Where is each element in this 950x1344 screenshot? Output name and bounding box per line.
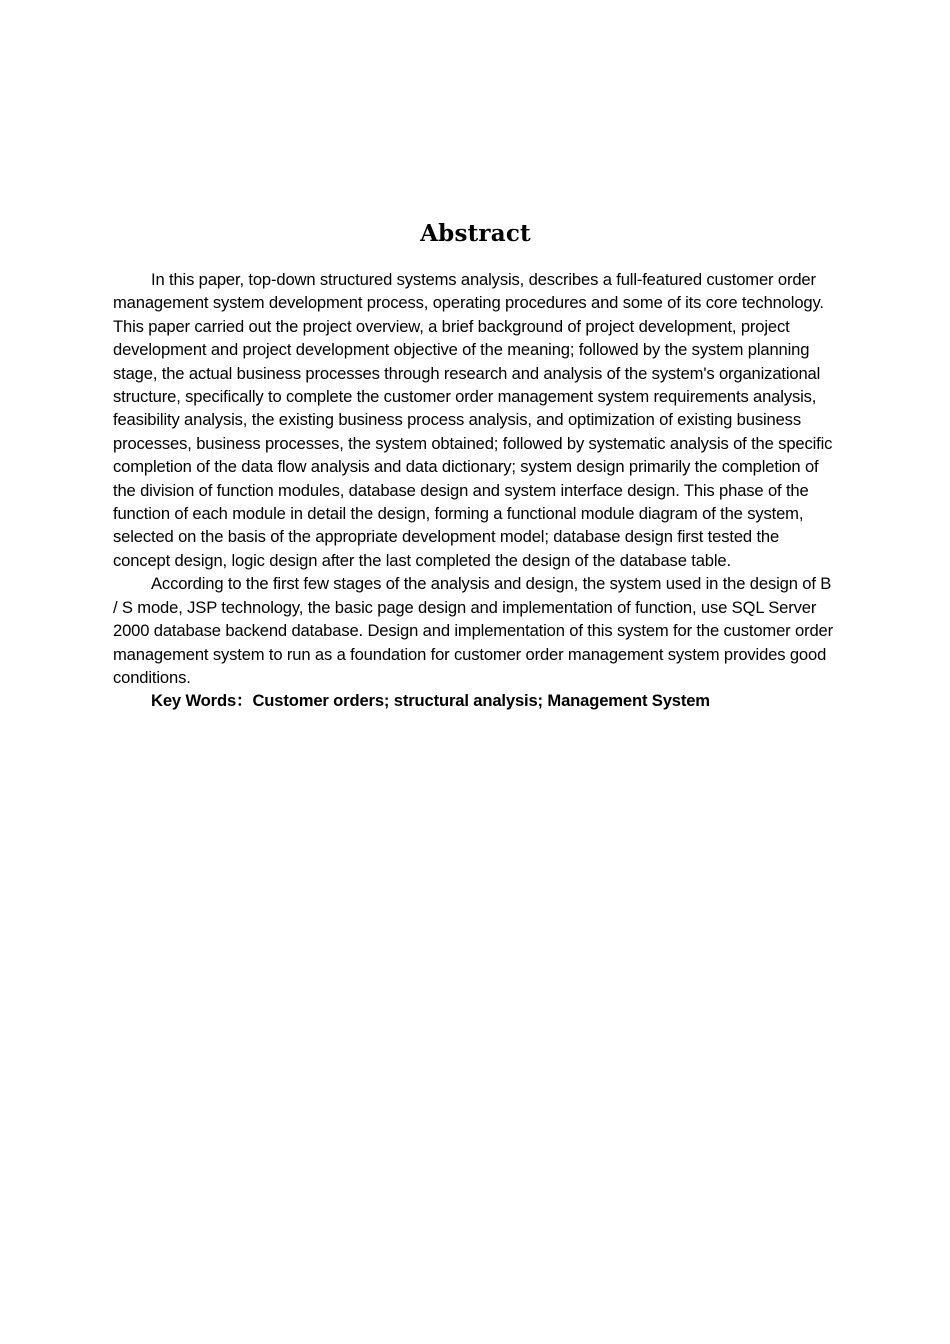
keywords-value: Customer orders; structural analysis; Management System xyxy=(252,691,710,711)
abstract-paragraph-2: According to the first few stages of the analysis and design, the system used in the design of B / S mode, JSP technology, the basic page design and implementation of function, use SQL Server 2000 database backend database. Design and implementation of this system for the customer order management system to run as a foundation for customer order management system provides good conditions. xyxy=(113,574,833,687)
abstract-title: Abstract xyxy=(420,220,531,247)
abstract-section xyxy=(113,220,838,713)
abstract-body xyxy=(113,268,838,713)
keywords-label: Key Words： xyxy=(151,691,253,711)
keywords-line xyxy=(113,689,838,712)
abstract-paragraph-1: In this paper, top-down structured systems analysis, describes a full-featured customer order management system development process, operating procedures and some of its core technology. This paper carried out the project overview, a brief background of project development, project development and project development objective of the meaning; followed by the system planning stage, the actual business processes through research and analysis of the system's organizational structure, specifically to complete the customer order management system requirements analysis, feasibility analysis, the existing business process analysis, and optimization of existing business processes, business processes, the system obtained; followed by systematic analysis of the specific completion of the data flow analysis and data dictionary; system design primarily the completion of the division of function modules, database design and system interface design. This phase of the function of each module in detail the design, forming a functional module diagram of the system, selected on the basis of the appropriate development model; database design first tested the concept design, logic design after the last completed the design of the database table. xyxy=(113,270,833,570)
